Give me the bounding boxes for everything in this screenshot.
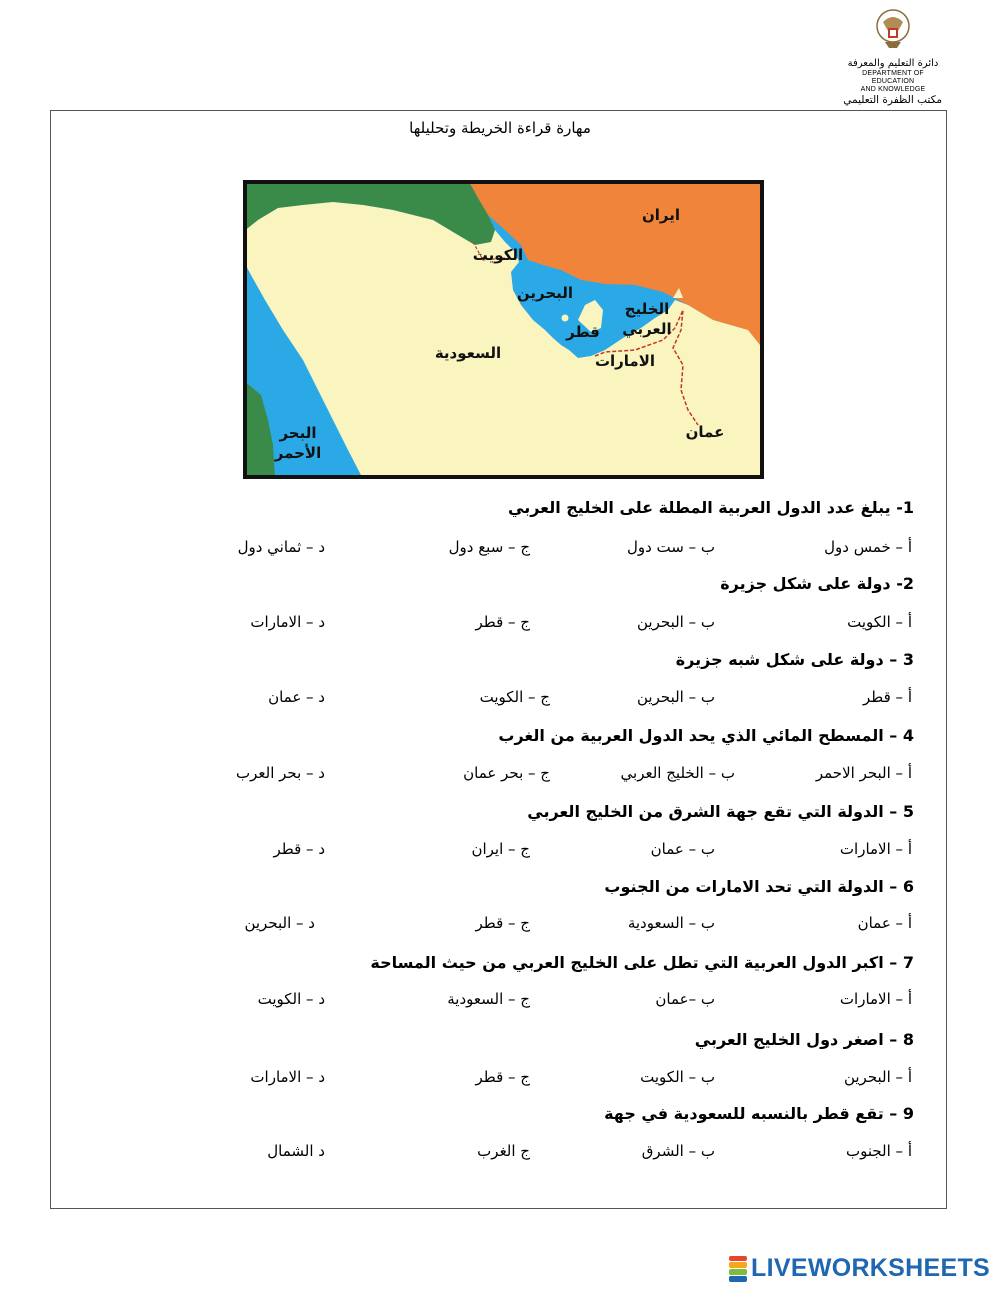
question-3: 3 – دولة على شكل شبه جزيرة (675, 650, 914, 669)
q7-option-a[interactable]: أ – الامارات (839, 990, 912, 1008)
map-label-kuwait: الكويت (472, 246, 524, 264)
q8-option-a[interactable]: أ – البحرين (843, 1068, 912, 1086)
q8-option-b[interactable]: ب – الكويت (640, 1068, 715, 1086)
gulf-map (243, 180, 764, 479)
map-label-qatar: قطر (566, 323, 600, 341)
q7-option-c[interactable]: ج – السعودية (447, 990, 530, 1008)
q4-option-a[interactable]: أ – البحر الاحمر (815, 764, 912, 782)
q2-option-a[interactable]: أ – الكويت (847, 613, 912, 631)
q1-option-b[interactable]: ب – ست دول (626, 538, 715, 556)
falcon-emblem-icon (875, 8, 911, 50)
q5-option-a[interactable]: أ – الامارات (839, 840, 912, 858)
q2-option-b[interactable]: ب – البحرين (637, 613, 715, 631)
q4-option-c[interactable]: ج – بحر عمان (463, 764, 550, 782)
q7-option-b[interactable]: ب –عمان (655, 990, 715, 1008)
q1-option-c[interactable]: ج – سبع دول (448, 538, 530, 556)
question-8: 8 – اصغر دول الخليج العربي (694, 1030, 914, 1049)
q2-option-d[interactable]: د – الامارات (250, 613, 325, 631)
department-logo (842, 8, 944, 108)
q5-option-b[interactable]: ب – عمان (650, 840, 715, 858)
q4-option-b[interactable]: ب – الخليج العربي (620, 764, 735, 782)
liveworksheets-brand[interactable] (729, 1254, 990, 1283)
q6-option-a[interactable]: أ – عمان (857, 914, 912, 932)
map-label-bahrain: البحرين (516, 284, 574, 302)
logo-english-line1: DEPARTMENT OF EDUCATION (862, 70, 924, 85)
q9-option-d[interactable]: د الشمال (267, 1142, 325, 1160)
worksheet-title: مهارة قراءة الخريطة وتحليلها (409, 119, 591, 137)
question-4: 4 – المسطح المائي الذي يحد الدول العربية من الغرب (498, 726, 914, 745)
question-5: 5 – الدولة التي تقع جهة الشرق من الخليج العربي (527, 802, 914, 821)
logo-english-line2: AND KNOWLEDGE (860, 86, 926, 93)
map-label-uae: الامارات (594, 352, 656, 370)
logo-stripe-red (729, 1256, 747, 1262)
brand-text: LIVEWORKSHEETS (751, 1254, 990, 1282)
q8-option-c[interactable]: ج – قطر (475, 1068, 530, 1086)
logo-stripe-orange (729, 1262, 747, 1268)
q9-option-b[interactable]: ب – الشرق (641, 1142, 715, 1160)
bahrain-island (562, 315, 569, 322)
q4-option-d[interactable]: د – بحر العرب (236, 764, 325, 782)
q3-option-a[interactable]: أ – قطر (863, 688, 912, 706)
logo-stripe-blue (729, 1276, 747, 1282)
q1-option-d[interactable]: د – ثماني دول (237, 538, 325, 556)
map-label-oman: عمان (685, 423, 725, 441)
map-label-gulf-1: الخليج (624, 300, 670, 318)
question-1: 1- يبلغ عدد الدول العربية المطلة على الخليج العربي (508, 498, 914, 517)
q9-option-c[interactable]: ج الغرب (477, 1142, 530, 1160)
q7-option-d[interactable]: د – الكويت (257, 990, 325, 1008)
office-name: مكتب الظفرة التعليمي (843, 94, 942, 106)
map-label-iran: ايران (641, 206, 681, 224)
logo-arabic-text: دائرة التعليم والمعرفة (847, 58, 939, 69)
q9-option-a[interactable]: أ – الجنوب (845, 1142, 912, 1160)
map-label-red-sea-1: البحر (279, 424, 317, 442)
liveworksheets-logo-icon (729, 1256, 747, 1282)
question-2: 2- دولة على شكل جزيرة (720, 574, 914, 593)
q6-option-b[interactable]: ب – السعودية (627, 914, 715, 932)
q5-option-c[interactable]: ج – ايران (471, 840, 530, 858)
q8-option-d[interactable]: د – الامارات (250, 1068, 325, 1086)
q6-option-d[interactable]: د – البحرين (244, 914, 315, 932)
q6-option-c[interactable]: ج – قطر (475, 914, 530, 932)
map-label-gulf-2: العربي (622, 320, 672, 338)
q3-option-c[interactable]: ج – الكويت (479, 688, 550, 706)
map-label-saudi: السعودية (434, 344, 502, 362)
map-label-red-sea-2: الأحمر (274, 444, 322, 462)
q1-option-a[interactable]: أ – خمس دول (824, 538, 912, 556)
q2-option-c[interactable]: ج – قطر (475, 613, 530, 631)
question-7: 7 – اكبر الدول العربية التي تطل على الخليج العربي من حيث المساحة (370, 953, 914, 972)
logo-stripe-green (729, 1269, 747, 1275)
q3-option-b[interactable]: ب – البحرين (637, 688, 715, 706)
q5-option-d[interactable]: د – قطر (273, 840, 325, 858)
question-9: 9 – تقع قطر بالنسبه للسعودية في جهة (604, 1104, 914, 1123)
q3-option-d[interactable]: د – عمان (268, 688, 325, 706)
question-6: 6 – الدولة التي تحد الامارات من الجنوب (604, 877, 914, 896)
